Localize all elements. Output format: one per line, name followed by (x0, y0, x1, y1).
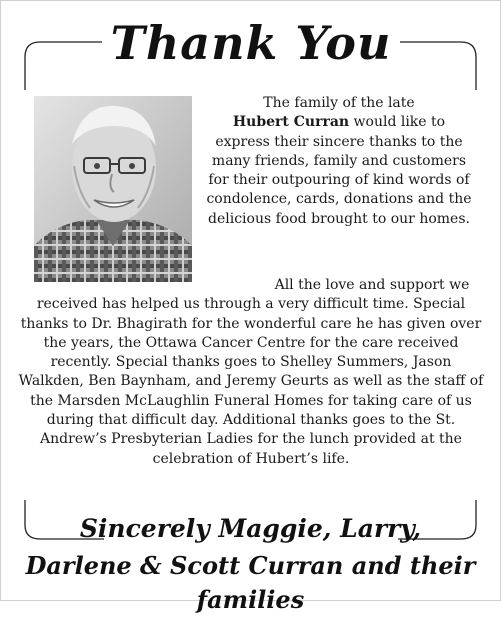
deceased-name: Hubert Curran (232, 114, 350, 131)
signature-line-2: Darlene & Scott Curran and their families (25, 551, 476, 614)
intro-text-after: would like to express their sincere thanks to the many friends, family and customers for their outpouring of kind words of condolence, cards, donations and the delicious food brought to our homes. (206, 114, 472, 227)
top-left-corner-line (25, 42, 102, 90)
intro-text-before: The family of the late (263, 95, 415, 111)
body-text: All the love and support we received has helped us through a very difficult time. Special thanks to Dr. Bhagirath for the wonderful care he has given over the years, the Ottawa Cancer Centre for the care received recently. Special thanks goes to Shelley Summers, Jason Walkden, Ben Baynham, and Jeremy Geurts as well as the staff of the Marsden McLaughlin Funeral Homes for taking care of us during that difficult day. Additional thanks goes to the St. Andrew’s Presbyterian Ladies for the lunch provided at the celebration of Hubert’s life. (18, 277, 484, 467)
body-paragraph (18, 276, 484, 469)
top-right-corner-line (400, 42, 476, 90)
portrait-photo-icon (34, 96, 192, 282)
notice-heading: Thank You (110, 16, 392, 70)
signature-line-1: Sincerely Maggie, Larry, (79, 514, 422, 543)
portrait-photo (34, 96, 192, 282)
intro-paragraph (205, 94, 473, 229)
